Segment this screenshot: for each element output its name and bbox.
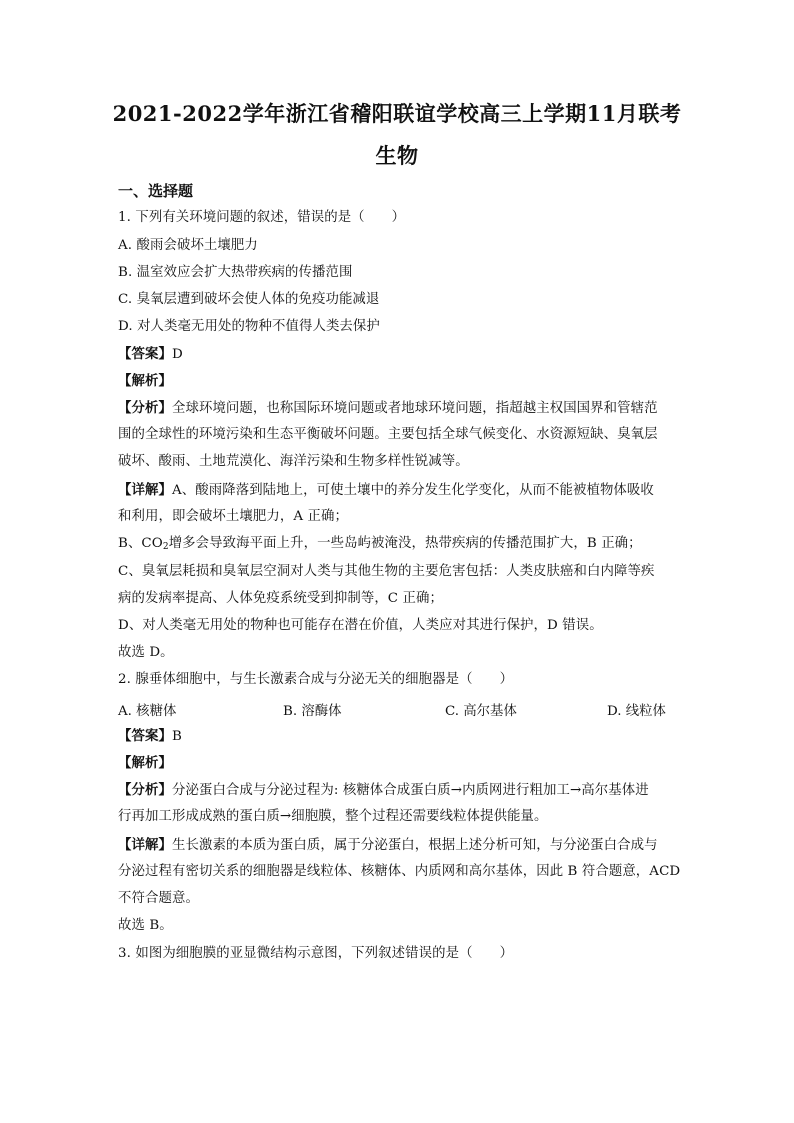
q2-option-b: B. 溶酶体 [283,704,342,719]
q1-xiangjie-b [118,534,678,557]
q1-xiangjie-1 [118,480,678,501]
q2-jiexi: 【解析】 [118,755,172,771]
q2-fenxi-2: 行再加工形成成熟的蛋白质→细胞膜，整个过程还需要线粒体提供能量。 [118,809,548,824]
q1-jiexi: 【解析】 [118,373,172,389]
q1-xiangjie-2: 和利用，即会破坏土壤肥力，A 正确； [118,509,348,524]
fenxi-tag: 【分析】 [118,782,172,798]
q1-xiangjie-d: D、对人类毫无用处的物种也可能存在潜在价值，人类应对其进行保护，D 错误。 [118,618,603,633]
q3-stem: 3. 如图为细胞膜的亚显微结构示意图，下列叙述错误的是（ ） [118,946,514,961]
q2-stem: 2. 腺垂体细胞中，与生长激素合成与分泌无关的细胞器是（ ） [118,672,514,687]
answer-value: B [171,729,182,744]
xiangjie-tag: 【详解】 [118,482,172,498]
xiangjie-text: A、酸雨降落到陆地上，可使土壤中的养分发生化学变化，从而不能被植物体吸收 [171,483,654,498]
answer-value: D [171,347,183,362]
q2-option-d: D. 线粒体 [607,704,666,719]
q1-xiangjie-c1: C、臭氧层耗损和臭氧层空洞对人类与其他生物的主要危害包括：人类皮肤癌和白内障等疾 [118,564,655,579]
document-subtitle: 生物 [375,143,419,168]
fenxi-text: 分泌蛋白合成与分泌过程为: 核糖体合成蛋白质→内质网进行粗加工→高尔基体进 [171,783,649,798]
q1-fenxi-1 [118,398,678,419]
q1-stem: 1. 下列有关环境问题的叙述，错误的是（ ） [118,210,406,225]
answer-tag: 【答案】 [118,346,172,362]
q2-option-a: A. 核糖体 [118,704,177,719]
xiangjie-tag: 【详解】 [118,837,172,853]
q2-answer [118,726,678,747]
q1-fenxi-2: 围的全球性的环境污染和生态平衡破坏问题。主要包括全球气候变化、水资源短缺、臭氧层 [118,427,658,442]
q1-answer [118,344,678,365]
q1-choose: 故选 D。 [118,645,174,660]
fenxi-tag: 【分析】 [118,400,172,416]
b-rest-text: 增多会导致海平面上升，一些岛屿被淹没，热带疾病的传播范围扩大，B 正确； [168,536,642,551]
co2-text: B、CO [118,536,163,551]
section-heading: 一、选择题 [118,182,194,200]
q1-option-d: D. 对人类毫无用处的物种不值得人类去保护 [118,319,380,334]
co2-subscript: 2 [162,542,169,552]
q1-xiangjie-c2: 病的发病率提高、人体免疫系统受到抑制等，C 正确； [118,591,443,606]
q1-option-b: B. 温室效应会扩大热带疾病的传播范围 [118,265,353,280]
xiangjie-text: 生长激素的本质为蛋白质，属于分泌蛋白，根据上述分析可知，与分泌蛋白合成与 [171,838,658,853]
q1-option-c: C. 臭氧层遭到破坏会使人体的免疫功能减退 [118,292,380,307]
q1-option-a: A. 酸雨会破坏土壤肥力 [118,238,258,253]
fenxi-text: 全球环境问题，也称国际环境问题或者地球环境问题，指超越主权国国界和管辖范 [171,401,658,416]
q2-xiangjie-1 [118,835,678,856]
q2-xiangjie-3: 不符合题意。 [118,891,199,906]
q2-xiangjie-2: 分泌过程有密切关系的细胞器是线粒体、核糖体、内质网和高尔基体，因此 B 符合题意，ACD [118,864,681,879]
q2-fenxi-1 [118,780,678,801]
document-title: 2021-2022学年浙江省稽阳联谊学校高三上学期11月联考 [112,101,682,126]
q2-choose: 故选 B。 [118,918,173,933]
q2-option-c: C. 高尔基体 [445,704,517,719]
answer-tag: 【答案】 [118,728,172,744]
q1-fenxi-3: 破坏、酸雨、土地荒漠化、海洋污染和生物多样性锐减等。 [118,454,469,469]
